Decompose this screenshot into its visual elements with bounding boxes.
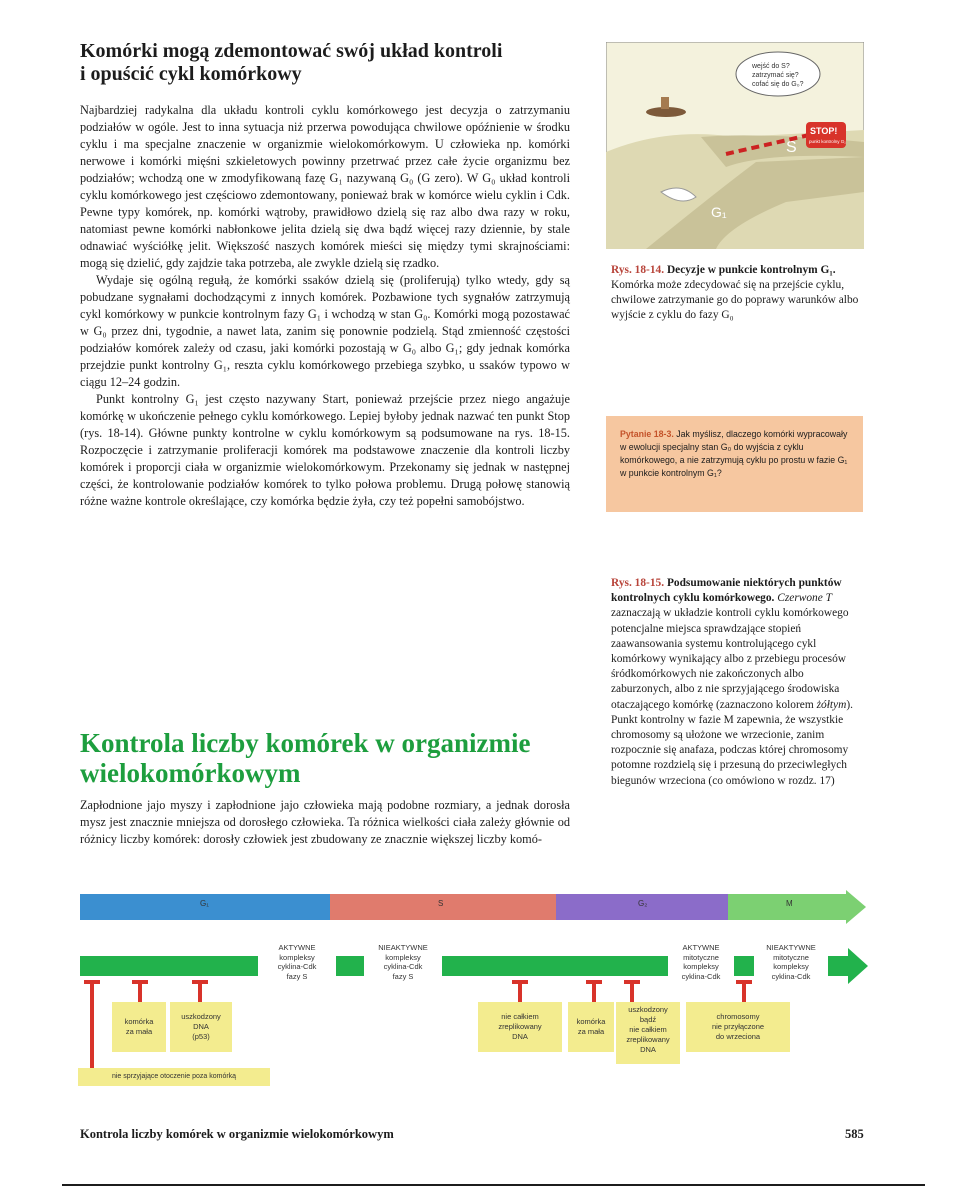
chapter-heading-line: Kontrola liczby komórek w organizmie (80, 728, 531, 758)
caption-label: Rys. 18-14. (611, 264, 665, 276)
complex-text: NIEAKTYWNE (766, 943, 816, 952)
phase-label: M (786, 899, 793, 908)
checkpoint-diagram (78, 890, 868, 1100)
figure-caption (611, 576, 863, 789)
checkpoint-condition (568, 1002, 614, 1052)
road-label-g1: G₁ (711, 204, 727, 220)
condition-text: zreplikowany (498, 1022, 542, 1031)
figure-caption (611, 263, 863, 323)
complex-text: kompleksy (385, 952, 421, 962)
caption-label: Rys. 18-15. (611, 577, 665, 589)
complex-box (754, 940, 828, 992)
complex-text: mitotyczne (683, 952, 719, 962)
condition-text: nie całkiem (501, 1012, 539, 1021)
paragraph: Wydaje się ogólną regułą, że komórki ssaków dzielą się (proliferują) tylko wtedy, gdy są pobudzane sygnałami dochodzącymi z innych komórek. Pozbawione tych sygnałów zatrzymują cykl komórkowy w punkcie kontrolnym fazy G₁ i wchodzą w stan G₀. Komórki mogą pozostawać w G₀ przez dni, tygodnie, a nawet lata, zanim się ponownie podzielą. Stąd zmienność częstości podziałów komórek zależy od czasu, jaki komórki pozostają w G₀ albo G₁; gdy jednak komórka przejdzie punkt kontrolny G₁, reszta cyklu komórkowego przebiega szybko, u ssaków typowo w ciągu 12–24 godzin. (80, 273, 570, 389)
section-title-line: Komórki mogą zdemontować swój układ kontroli (80, 40, 503, 62)
complex-text: mitotyczne (773, 952, 809, 962)
condition-text: nie całkiem (629, 1025, 667, 1034)
complex-text: fazy S (286, 971, 308, 981)
condition-text: komórka (124, 1017, 154, 1026)
checkpoint-illustration (606, 42, 864, 249)
complex-text: cyklina-Cdk (681, 971, 721, 981)
checkpoint-condition (112, 1002, 166, 1052)
stop-sign-text: STOP! (810, 126, 838, 136)
bubble-text: zatrzymać się? (752, 72, 799, 79)
caption-title: Decyzje w punkcie kontrolnym G₁. (666, 264, 836, 276)
bubble-text: cofać się do G₀? (752, 81, 804, 88)
chapter-heading (80, 728, 580, 788)
condition-text: DNA (193, 1022, 209, 1031)
condition-text: za mała (125, 1027, 153, 1036)
caption-text: Komórka może zdecydować się na przejście cyklu, chwilowe zatrzymanie go do poprawy warunków albo wyjście z cyklu do fazy G₀ (611, 279, 859, 321)
phase-arrow-icon (846, 890, 866, 924)
page-edge-rule (62, 1184, 925, 1186)
condition-text: zreplikowany (626, 1035, 670, 1044)
complex-text: kompleksy (279, 952, 315, 962)
caption-emphasis: Czerwone T (777, 592, 832, 605)
stop-sign-subtext: punkt kontrolny G₁ (809, 139, 846, 144)
complex-box (364, 940, 442, 992)
condition-text: DNA (512, 1032, 528, 1041)
condition-text: uszkodzony (181, 1012, 221, 1021)
complex-text: kompleksy (683, 962, 719, 971)
condition-text: uszkodzony (628, 1005, 668, 1014)
complex-text: cyklina-Cdk (277, 962, 317, 971)
page-number: 585 (845, 1127, 864, 1141)
complex-text: AKTYWNE (278, 943, 316, 952)
road-label-s: S (786, 139, 797, 156)
control-arrow-icon (848, 948, 868, 984)
phase-label: G₂ (638, 899, 648, 908)
condition-text: DNA (640, 1045, 656, 1054)
complex-text: NIEAKTYWNE (378, 943, 428, 952)
checkpoint-condition (170, 1002, 232, 1052)
complex-text: cyklina-Cdk (771, 971, 811, 981)
complex-text: kompleksy (773, 962, 809, 971)
caption-text: ). Punkt kontrolny w fazie M zapewnia, że wszystkie chromosomy są ułożone we wrzecionie, zanim rozpocznie się anafaza, podczas której chromosomy potomne rozdzielą się i przesuną do przeciwległych biegunów wrzeciona (co omówiono w rozdz. 17) (611, 698, 853, 787)
running-footer: Kontrola liczby komórek w organizmie wielokomórkowym (80, 1127, 394, 1141)
checkpoint-condition (616, 1002, 680, 1064)
question-label: Pytanie 18-3. (620, 429, 674, 439)
complex-text: cyklina-Cdk (383, 962, 423, 971)
checkpoint-condition (686, 1002, 790, 1052)
section-body (80, 102, 570, 510)
paragraph: Zapłodnione jajo myszy i zapłodnione jajo człowieka mają podobne rozmiary, a jednak dorosła mysz jest znacznie mniejsza od dorosłego człowieka. Ta różnica wielkości ciała zależy głównie od różnicy liczby komórek: dorosły człowiek jest zbudowany ze znacznie większej liczby komó- (80, 798, 570, 846)
condition-text: (p53) (192, 1032, 210, 1041)
caption-title: Podsumowanie niektórych punktów kontrolnych cyklu komórkowego. (611, 577, 842, 605)
condition-text: za mała (577, 1027, 605, 1036)
caption-emphasis: żółtym (816, 698, 847, 711)
condition-text: komórka (576, 1017, 606, 1026)
section-title-line: i opuścić cykl komórkowy (80, 63, 302, 85)
caption-text: zaznaczają w układzie kontroli cyklu komórkowego potencjalne miejsca sprawdzające stopień zaawansowania systemu kontrolującego cykl komórkowy wynikający albo z przebiegu procesów śródkomórkowych nie zakończonych albo zaburzonych, albo z nie sprzyjającego środowiska otaczającego komórkę (zaznaczono kolorem (611, 607, 849, 711)
chapter-heading-line: wielokomórkowym (80, 758, 301, 788)
complex-box (258, 940, 336, 992)
phase-label: S (438, 899, 444, 908)
condition-text: nie przyłączone (711, 1022, 765, 1031)
phase-label: G₁ (200, 899, 209, 908)
condition-text: do wrzeciona (715, 1032, 761, 1041)
complex-box (668, 940, 734, 992)
condition-text: chromosomy (716, 1012, 760, 1021)
condition-text: bądź (639, 1015, 657, 1024)
environment-condition: nie sprzyjające otoczenie poza komórką (78, 1068, 270, 1086)
paragraph: Najbardziej radykalna dla układu kontroli cyklu komórkowego jest decyzja o zatrzymaniu podziałów w ogóle. Jest to inna sytuacja niż przerwa powodująca chwilowe opóźnienie w środku cyklu i ma specjalne znaczenie w organizmie wielokomórkowym. U człowieka np. komórki nerwowe i komórki mięśni szkieletowych powinny przetrwać przez całe życie organizmu bez podziałów; wchodzą one w zmodyfikowaną fazę G₁ nazywaną G₀ (G zero). W G₀ układ kontroli cyklu komórkowego jest częściowo zdemontowany, ponieważ brak w komórce wielu cyklin i Cdk. Pewne typy komórek, np. komórki wątroby, prawidłowo dzielą się raz albo dwa razy w roku, natomiast pewne komórki nabłonkowe jelita dzielą się dwa bądź więcej razy dziennie, by stale odnawiać wyściółkę jelit. Większość naszych komórek mieści się między tymi skrajnościami: mogą się dzielić, gdy zajdzie taka potrzeba, ale zwykle dzielą się rzadko. (80, 103, 570, 270)
complex-text: AKTYWNE (682, 943, 720, 952)
paragraph: Punkt kontrolny G₁ jest często nazywany Start, ponieważ przejście przez niego angażuje komórkę w ukończenie pełnego cyklu komórkowego. Lepiej byłoby jednak nazwać ten punkt Stop (rys. 18-14). Główne punkty kontrolne w cyklu komórkowym są podsumowane na rys. 18-15. Rozpoczęcie i zatrzymanie proliferacji komórek ma podstawowe znaczenie dla kontroli liczby komórek i proporcji ciała w organizmie wielokomórkowym. Przekonamy się jednak w następnej części, że kontrolowanie podziałów komórek to tylko połowa problemu. Drugą połowę stanowią różne ważne kontrole określające, czy komórka będzie żyła, czy też popełni samobójstwo. (80, 392, 570, 508)
question-text: Jak myślisz, dlaczego komórki wypracowały w ewolucji specjalny stan G₀ do wyjścia z cyklu komórkowego, a nie zatrzymują cyklu po prostu w fazie G₁ w punkcie kontrolnym G₁? (620, 429, 848, 478)
complex-text: fazy S (392, 971, 414, 981)
question-box (606, 416, 863, 512)
section-title (80, 40, 580, 86)
checkpoint-condition (478, 1002, 562, 1052)
bubble-text: wejść do S? (752, 63, 790, 70)
